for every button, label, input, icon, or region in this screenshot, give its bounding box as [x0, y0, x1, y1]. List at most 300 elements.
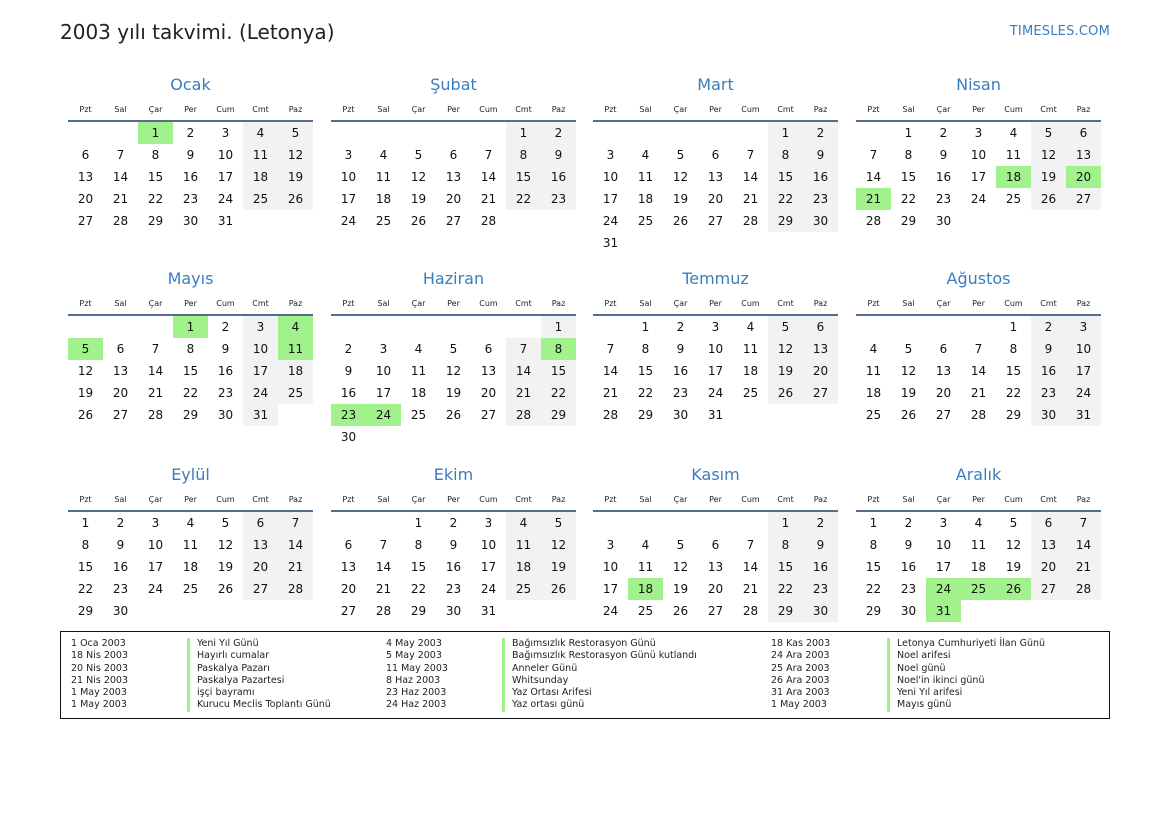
day-cell: 30: [803, 210, 838, 232]
day-cell: 8: [768, 144, 803, 166]
day-cell: 26: [278, 188, 313, 210]
day-cell: 5: [768, 316, 803, 338]
day-cell: 16: [1031, 360, 1066, 382]
weekday-label: Çar: [148, 495, 163, 504]
day-cell: 28: [742, 214, 759, 228]
day-cell: 25: [410, 408, 427, 422]
day-cell: 19: [445, 386, 462, 400]
day-cell: 17: [707, 364, 724, 378]
day-cell: 12: [278, 144, 313, 166]
day-grid: [856, 316, 1101, 426]
day-cell: 25: [1005, 192, 1022, 206]
day-cell: 6: [116, 342, 125, 356]
day-cell: 5: [1009, 516, 1018, 530]
empty-cell: [698, 512, 733, 534]
day-cell: 8: [151, 148, 160, 162]
month-4: [856, 70, 1101, 232]
day-cell: 31: [602, 236, 619, 250]
day-cell: 10: [935, 538, 952, 552]
day-cell: 19: [900, 386, 917, 400]
day-cell: 22: [1005, 386, 1022, 400]
holiday-name: Hayırlı cumalar: [187, 650, 269, 662]
holiday-date: 5 May 2003: [386, 650, 442, 662]
day-cell: 21: [112, 192, 129, 206]
day-cell: 26: [1031, 188, 1066, 210]
empty-cell: [401, 122, 436, 144]
day-cell: 6: [803, 316, 838, 338]
month-3: [593, 70, 838, 254]
day-cell: 8: [869, 538, 878, 552]
month-11: [593, 460, 838, 622]
day-cell: 27: [112, 408, 129, 422]
day-cell: 27: [935, 408, 952, 422]
day-cell: 13: [112, 364, 129, 378]
day-cell: 14: [278, 534, 313, 556]
day-cell: 10: [1066, 338, 1101, 360]
month-5: [68, 264, 313, 426]
day-cell: 23: [112, 582, 129, 596]
day-cell: 14: [742, 560, 759, 574]
day-cell: 11: [637, 560, 654, 574]
weekday-label: Cum: [479, 495, 498, 504]
day-cell: 3: [151, 516, 160, 530]
day-cell: 23: [331, 404, 366, 426]
day-cell: 19: [541, 556, 576, 578]
day-cell: 23: [217, 386, 234, 400]
day-cell: 14: [865, 170, 882, 184]
holiday-name: Noel'in ikinci günü: [887, 675, 984, 687]
day-cell: 3: [484, 516, 493, 530]
holiday-date: 20 Nis 2003: [71, 662, 128, 674]
day-cell: 14: [480, 170, 497, 184]
day-cell: 22: [147, 192, 164, 206]
empty-cell: [366, 122, 401, 144]
weekday-header: [331, 100, 576, 122]
empty-cell: [366, 512, 401, 534]
day-cell: 23: [541, 188, 576, 210]
day-cell: 30: [900, 604, 917, 618]
day-cell: 13: [445, 170, 462, 184]
day-cell: 13: [480, 364, 497, 378]
day-cell: 20: [445, 192, 462, 206]
weekday-label: Sal: [377, 299, 390, 308]
day-cell: 26: [900, 408, 917, 422]
weekday-label: Pzt: [604, 299, 617, 308]
day-cell: 27: [480, 408, 497, 422]
day-cell: 26: [996, 578, 1031, 600]
weekday-label: Pzt: [342, 495, 355, 504]
weekday-label: Çar: [411, 495, 426, 504]
weekday-header: [331, 490, 576, 512]
day-cell: 20: [112, 386, 129, 400]
day-cell: 31: [707, 408, 724, 422]
day-grid: [593, 316, 838, 426]
day-cell: 27: [803, 382, 838, 404]
weekday-label: Paz: [813, 299, 828, 308]
holiday-legend: [60, 631, 1110, 719]
day-cell: 28: [970, 408, 987, 422]
day-cell: 3: [221, 126, 230, 140]
holiday-name: Kurucu Meclis Toplantı Günü: [187, 699, 331, 711]
day-cell: 1: [541, 316, 576, 338]
day-cell: 2: [1031, 316, 1066, 338]
day-cell: 25: [278, 382, 313, 404]
day-cell: 22: [182, 386, 199, 400]
weekday-label: Cmt: [252, 105, 269, 114]
day-cell: 30: [935, 214, 952, 228]
weekday-label: Paz: [1076, 299, 1091, 308]
day-cell: 19: [672, 582, 689, 596]
day-cell: 12: [672, 560, 689, 574]
day-cell: 15: [768, 166, 803, 188]
day-cell: 26: [541, 578, 576, 600]
day-cell: 16: [935, 170, 952, 184]
day-cell: 18: [410, 386, 427, 400]
day-cell: 12: [445, 364, 462, 378]
day-cell: 23: [900, 582, 917, 596]
weekday-label: Per: [447, 495, 460, 504]
day-cell: 12: [410, 170, 427, 184]
weekday-label: Paz: [813, 495, 828, 504]
day-cell: 16: [803, 556, 838, 578]
day-cell: 9: [449, 538, 458, 552]
day-cell: 26: [410, 214, 427, 228]
empty-cell: [366, 316, 401, 338]
month-name: Temmuz: [682, 269, 749, 288]
day-cell: 8: [506, 144, 541, 166]
day-cell: 15: [147, 170, 164, 184]
day-cell: 20: [1066, 166, 1101, 188]
weekday-label: Per: [447, 299, 460, 308]
weekday-label: Sal: [377, 105, 390, 114]
day-cell: 3: [974, 126, 983, 140]
day-cell: 6: [1066, 122, 1101, 144]
empty-cell: [331, 122, 366, 144]
empty-cell: [436, 316, 471, 338]
weekday-header: [68, 294, 313, 316]
day-cell: 4: [243, 122, 278, 144]
day-cell: 1: [414, 516, 423, 530]
day-cell: 18: [996, 166, 1031, 188]
day-cell: 25: [637, 604, 654, 618]
weekday-label: Cum: [216, 299, 235, 308]
day-cell: 30: [112, 604, 129, 618]
weekday-label: Cum: [741, 299, 760, 308]
day-cell: 23: [672, 386, 689, 400]
day-cell: 29: [768, 600, 803, 622]
day-cell: 12: [768, 338, 803, 360]
day-cell: 15: [900, 170, 917, 184]
day-cell: 3: [606, 148, 615, 162]
weekday-label: Cum: [741, 105, 760, 114]
day-cell: 10: [147, 538, 164, 552]
month-name: Haziran: [422, 269, 485, 288]
weekday-label: Paz: [288, 495, 303, 504]
day-cell: 20: [707, 582, 724, 596]
day-cell: 10: [602, 560, 619, 574]
day-cell: 16: [541, 166, 576, 188]
day-cell: 10: [340, 170, 357, 184]
weekday-label: Per: [184, 495, 197, 504]
day-cell: 16: [445, 560, 462, 574]
day-cell: 10: [217, 148, 234, 162]
day-grid: [856, 512, 1101, 622]
day-cell: 29: [147, 214, 164, 228]
day-cell: 5: [414, 148, 423, 162]
day-cell: 29: [865, 604, 882, 618]
day-cell: 6: [939, 342, 948, 356]
day-cell: 15: [506, 166, 541, 188]
day-grid: [68, 122, 313, 232]
day-cell: 19: [410, 192, 427, 206]
weekday-label: Çar: [148, 299, 163, 308]
day-cell: 9: [541, 144, 576, 166]
day-cell: 17: [217, 170, 234, 184]
day-cell: 19: [672, 192, 689, 206]
day-cell: 1: [173, 316, 208, 338]
day-cell: 1: [81, 516, 90, 530]
empty-cell: [856, 316, 891, 338]
month-9: [68, 460, 313, 622]
day-cell: 7: [116, 148, 125, 162]
weekday-label: Cum: [216, 105, 235, 114]
day-cell: 21: [1066, 556, 1101, 578]
day-cell: 5: [904, 342, 913, 356]
day-cell: 11: [637, 170, 654, 184]
day-cell: 21: [480, 192, 497, 206]
empty-cell: [331, 316, 366, 338]
weekday-label: Pzt: [604, 105, 617, 114]
empty-cell: [506, 316, 541, 338]
day-cell: 22: [506, 188, 541, 210]
day-cell: 1: [768, 122, 803, 144]
month-name: Ocak: [170, 75, 211, 94]
day-cell: 27: [243, 578, 278, 600]
day-cell: 29: [410, 604, 427, 618]
weekday-label: Paz: [551, 105, 566, 114]
weekday-label: Sal: [902, 299, 915, 308]
day-cell: 21: [375, 582, 392, 596]
weekday-label: Cmt: [515, 105, 532, 114]
empty-cell: [698, 122, 733, 144]
day-cell: 10: [707, 342, 724, 356]
day-cell: 15: [182, 364, 199, 378]
day-cell: 30: [217, 408, 234, 422]
day-cell: 15: [77, 560, 94, 574]
month-2: [331, 70, 576, 232]
day-cell: 12: [900, 364, 917, 378]
weekday-label: Cum: [1004, 105, 1023, 114]
day-cell: 21: [602, 386, 619, 400]
weekday-label: Sal: [902, 495, 915, 504]
day-cell: 22: [900, 192, 917, 206]
day-cell: 16: [217, 364, 234, 378]
day-cell: 15: [410, 560, 427, 574]
day-cell: 13: [77, 170, 94, 184]
day-cell: 2: [904, 516, 913, 530]
day-cell: 11: [243, 144, 278, 166]
weekday-label: Cmt: [1040, 105, 1057, 114]
day-cell: 7: [869, 148, 878, 162]
day-cell: 31: [217, 214, 234, 228]
day-cell: 8: [904, 148, 913, 162]
day-cell: 4: [869, 342, 878, 356]
day-cell: 22: [410, 582, 427, 596]
empty-cell: [103, 122, 138, 144]
day-cell: 25: [742, 386, 759, 400]
day-cell: 18: [628, 578, 663, 600]
day-grid: [68, 512, 313, 622]
day-cell: 11: [506, 534, 541, 556]
day-cell: 18: [243, 166, 278, 188]
day-cell: 10: [602, 170, 619, 184]
day-cell: 1: [904, 126, 913, 140]
day-cell: 15: [865, 560, 882, 574]
day-cell: 13: [803, 338, 838, 360]
day-cell: 20: [707, 192, 724, 206]
day-cell: 29: [77, 604, 94, 618]
day-cell: 23: [803, 578, 838, 600]
day-cell: 8: [641, 342, 650, 356]
weekday-label: Pzt: [342, 299, 355, 308]
weekday-label: Pzt: [342, 105, 355, 114]
day-cell: 6: [344, 538, 353, 552]
day-cell: 2: [803, 122, 838, 144]
day-cell: 27: [77, 214, 94, 228]
empty-cell: [138, 316, 173, 338]
empty-cell: [856, 122, 891, 144]
day-cell: 24: [480, 582, 497, 596]
holiday-name: işçi bayramı: [187, 687, 255, 699]
day-cell: 4: [746, 320, 755, 334]
weekday-label: Pzt: [867, 495, 880, 504]
holiday-name: Paskalya Pazarı: [187, 663, 270, 675]
month-name: Mart: [697, 75, 734, 94]
day-cell: 13: [340, 560, 357, 574]
day-cell: 1: [506, 122, 541, 144]
weekday-header: [856, 490, 1101, 512]
day-grid: [593, 512, 838, 622]
weekday-label: Cum: [216, 495, 235, 504]
day-cell: 26: [77, 408, 94, 422]
day-cell: 24: [243, 382, 278, 404]
day-cell: 28: [375, 604, 392, 618]
day-cell: 11: [742, 342, 759, 356]
day-cell: 9: [939, 148, 948, 162]
holiday-date: 18 Kas 2003: [771, 638, 831, 649]
weekday-label: Çar: [673, 105, 688, 114]
day-cell: 16: [803, 166, 838, 188]
day-cell: 1: [768, 512, 803, 534]
day-cell: 17: [147, 560, 164, 574]
day-cell: 9: [803, 144, 838, 166]
day-cell: 5: [676, 538, 685, 552]
day-cell: 21: [147, 386, 164, 400]
holiday-date: 11 May 2003: [386, 662, 448, 674]
weekday-label: Per: [709, 299, 722, 308]
day-cell: 6: [484, 342, 493, 356]
day-cell: 2: [116, 516, 125, 530]
day-cell: 1: [641, 320, 650, 334]
day-grid: [331, 316, 576, 448]
weekday-label: Cmt: [777, 495, 794, 504]
holiday-date: 26 Ara 2003: [771, 674, 830, 686]
weekday-header: [593, 490, 838, 512]
weekday-label: Pzt: [79, 105, 92, 114]
day-cell: 2: [344, 342, 353, 356]
day-cell: 9: [803, 534, 838, 556]
day-cell: 10: [243, 338, 278, 360]
day-cell: 16: [112, 560, 129, 574]
day-cell: 12: [77, 364, 94, 378]
day-cell: 17: [243, 360, 278, 382]
day-cell: 28: [602, 408, 619, 422]
day-cell: 10: [375, 364, 392, 378]
holiday-name: Mayıs günü: [887, 699, 951, 711]
day-cell: 15: [1005, 364, 1022, 378]
month-name: Ekim: [433, 465, 474, 484]
weekday-label: Sal: [114, 299, 127, 308]
empty-cell: [891, 316, 926, 338]
day-cell: 4: [278, 316, 313, 338]
page-title: 2003 yılı takvimi. (Letonya): [60, 20, 335, 44]
day-cell: 21: [970, 386, 987, 400]
day-cell: 18: [742, 364, 759, 378]
weekday-label: Cmt: [515, 299, 532, 308]
day-cell: 17: [602, 192, 619, 206]
day-cell: 12: [541, 534, 576, 556]
day-cell: 21: [856, 188, 891, 210]
empty-cell: [663, 122, 698, 144]
day-cell: 25: [865, 408, 882, 422]
holiday-date: 25 Ara 2003: [771, 662, 830, 674]
day-cell: 13: [707, 170, 724, 184]
weekday-label: Pzt: [867, 105, 880, 114]
day-cell: 17: [340, 192, 357, 206]
empty-cell: [401, 316, 436, 338]
day-cell: 18: [637, 192, 654, 206]
day-cell: 17: [970, 170, 987, 184]
day-cell: 18: [970, 560, 987, 574]
day-cell: 7: [484, 148, 493, 162]
day-cell: 28: [506, 404, 541, 426]
day-grid: [331, 512, 576, 622]
weekday-label: Per: [972, 105, 985, 114]
day-cell: 26: [217, 582, 234, 596]
weekday-label: Cmt: [1040, 495, 1057, 504]
weekday-label: Pzt: [79, 299, 92, 308]
day-cell: 2: [803, 512, 838, 534]
weekday-label: Çar: [673, 495, 688, 504]
month-name: Aralık: [955, 465, 1002, 484]
day-cell: 13: [707, 560, 724, 574]
site-link[interactable]: TIMESLES.COM: [1009, 24, 1110, 39]
day-cell: 6: [243, 512, 278, 534]
weekday-label: Çar: [673, 299, 688, 308]
day-cell: 9: [116, 538, 125, 552]
day-cell: 3: [243, 316, 278, 338]
day-cell: 7: [746, 148, 755, 162]
day-cell: 22: [77, 582, 94, 596]
day-cell: 2: [676, 320, 685, 334]
day-cell: 5: [68, 338, 103, 360]
holiday-date: 18 Nis 2003: [71, 650, 128, 662]
month-8: [856, 264, 1101, 426]
day-cell: 11: [970, 538, 987, 552]
day-cell: 13: [935, 364, 952, 378]
day-cell: 16: [900, 560, 917, 574]
month-7: [593, 264, 838, 426]
